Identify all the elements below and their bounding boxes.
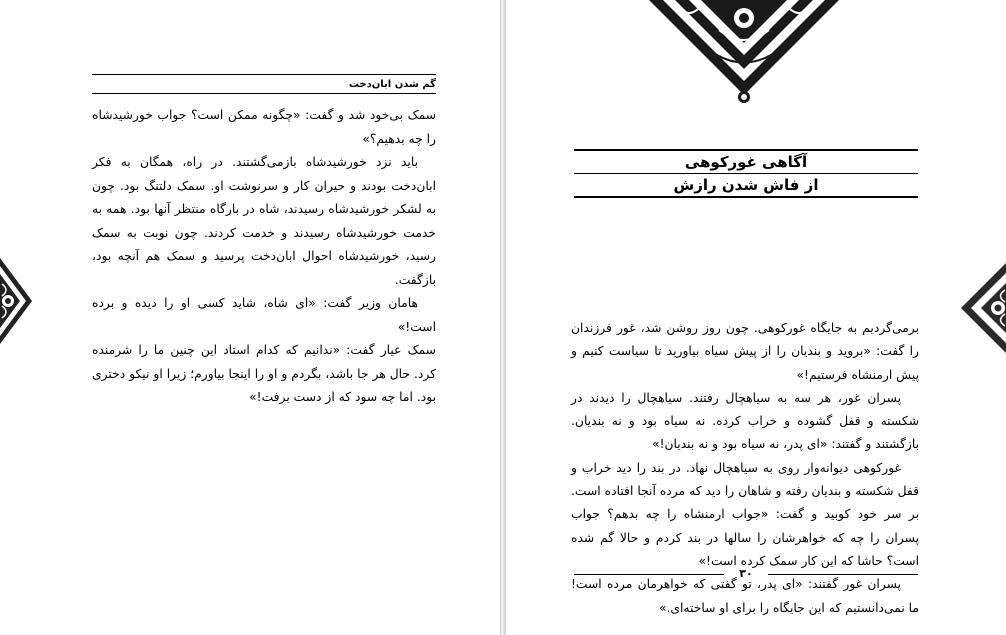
paragraph: برمی‌گردیم به جایگاه غورکوهی. چون روز روشن شد، غور فرزندان را گفت: «بروید و بندیان را از پیش سیاه بیاورید تا سیاست کنیم و پیش ارمنشاه فرستیم!»	[571, 321, 919, 382]
chapter-title: آگاهی غورکوهی	[684, 153, 808, 171]
left-page-body	[92, 104, 436, 410]
left-page	[0, 0, 501, 635]
paragraph: هامان وزیر گفت: «ای شاه، شاید کسی او را دیده و برده است!»	[92, 296, 436, 334]
paragraph: پسران غور گفتند: «ای پدر، تو گفتی که خواهرمان مرده است! ما نمی‌دانستیم که این جایگاه را برای او ساخته‌ای.»	[571, 577, 919, 615]
footer-rule	[768, 574, 918, 575]
heading-rule	[574, 196, 918, 198]
paragraph: سمک عیار گفت: «ندانیم که کدام استاد این چنین ما را شرمنده کرد. حال هر جا باشد، بگردم و او را اینجا بیاورم؛ زیرا او نیکو دختری بود. اما چه سود که از دست برفت!»	[92, 343, 436, 404]
arabesque-ornament-right-icon	[956, 262, 1006, 354]
footer-rule	[574, 574, 724, 575]
right-page	[505, 0, 1006, 635]
paragraph: باید نزد خورشیدشاه بازمی‌گشتند. در راه، همگان به فکر ابان‌دخت بودند و حیران کار و سرنوشت او. سمک دلتنگ بود. چون به لشکر خورشیدشاه رسیدند، شاه در بارگاه منتظر آنها بود. همه به خدمت خورشیدشاه رسیدند و خدمت کردند. چون نوبت به سمک رسید، خورشیدشاه احوال ابان‌دخت پرسید و سمک هم آنچه بود، بازگفت.	[92, 155, 436, 287]
paragraph: پسران غور، هر سه به سیاهچال رفتند. سیاهچال را دیدند در شکسته و قفل گشوده و خراب کرده. نه سیاه بود و نه بندیان. بازگشتند و گفتند: «ای پدر، نه سیاه بود و نه بندیان!»	[571, 390, 919, 452]
running-header-title: گم شدن ابان‌دخت	[92, 79, 436, 94]
arabesque-ornament-left-icon	[0, 258, 34, 344]
page-number: ۳۰	[739, 567, 753, 580]
paragraph: سمک بی‌خود شد و گفت: «چگونه ممکن است؟ جواب خورشیدشاه را چه بدهیم؟»	[92, 108, 436, 146]
arabesque-ornament-top-icon	[649, 0, 839, 105]
chapter-subtitle: از فاش شدن رازش	[673, 176, 819, 194]
running-header	[92, 74, 436, 94]
page-footer	[574, 566, 918, 582]
paragraph: غورکوهی دیوانه‌وار روی به سیاهچال نهاد. در بند را دید خراب و قفل شکسته و بندیان رفته و شاهان را دید که مرده آنجا افتاده است. بر سر خود کوبید و گفت: «جواب ارمنشاه را چه بدهم؟ جواب پسران را چه که خواهرشان را سالها در بند کردم و حالا گم شده است؟ حاشا که این کار سمک کرده است!»	[571, 460, 919, 568]
chapter-heading	[574, 149, 918, 198]
